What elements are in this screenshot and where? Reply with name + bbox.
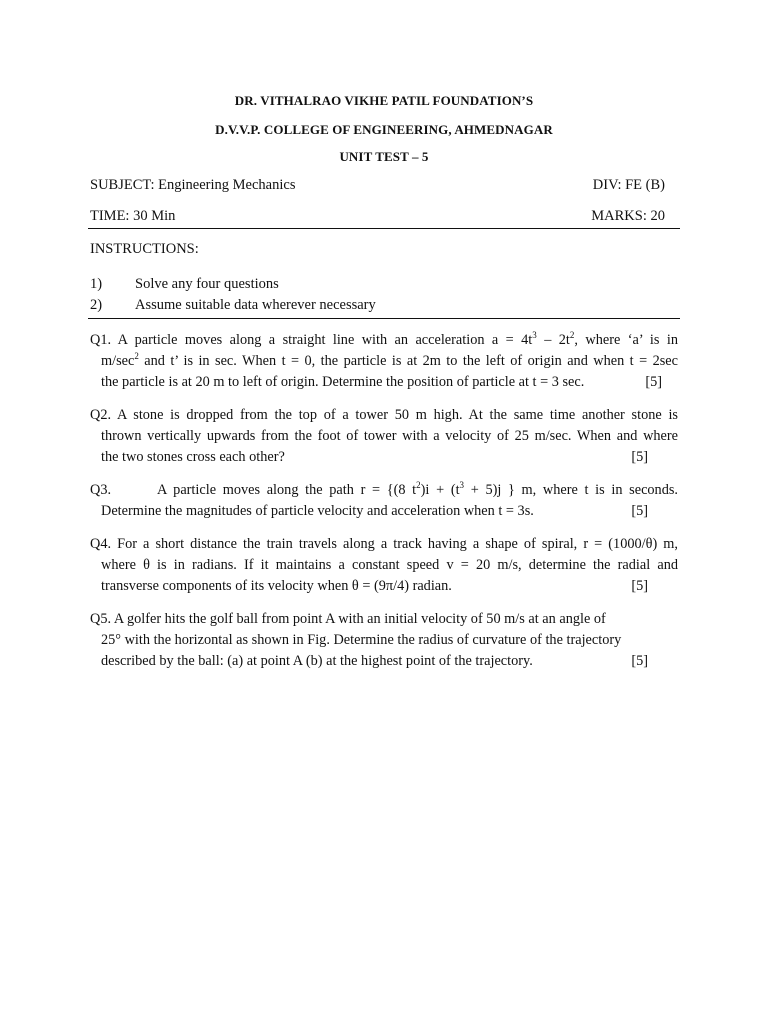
question-3 [90, 480, 678, 522]
instruction-item [90, 276, 279, 293]
question-1 [90, 330, 678, 393]
question-4-line-1: Q4. For a short distance the train travels along a track having a shape of spiral, r = (1000/θ) m, [90, 536, 678, 552]
instructions-title: INSTRUCTIONS: [90, 241, 199, 257]
question-2-line-1: Q2. A stone is dropped from the top of a tower 50 m high. At the same time another stone is [90, 407, 678, 423]
question-2-marks: [5] [631, 449, 648, 465]
subject-label: SUBJECT: Engineering Mechanics [90, 177, 296, 193]
question-2 [90, 405, 678, 468]
time-row [90, 208, 680, 225]
question-1-line-2: $m/\sec^2$ and t’ is in sec. When t = 0, the particle is at 2m to the left of origin and when t = 2sec [101, 351, 678, 369]
question-5-line-2: 25° with the horizontal as shown in Fig. Determine the radius of curvature of the trajectory [101, 632, 622, 648]
instruction-text: Assume suitable data wherever necessary [135, 297, 376, 313]
question-3-line-1: Q3. A particle moves along the path r = {(8 $t^2)i + (t^3 + 5)j$ } m, where t is in seconds. [90, 480, 678, 498]
instruction-text: Solve any four questions [135, 276, 279, 292]
question-4-line-2: where θ is in radians. If it maintains a constant speed v = 20 m/s, determine the radial and [101, 557, 678, 573]
question-4-line-3: transverse components of its velocity when θ = (9π/4) radian. [5] [90, 576, 678, 597]
question-5-line-3: described by the ball: (a) at point A (b) at the highest point of the trajectory. [5] [90, 651, 678, 672]
division-label: DIV: FE (B) [592, 177, 665, 193]
test-title: UNIT TEST – 5 [339, 149, 429, 164]
subject-row [90, 177, 680, 194]
divider-top [88, 228, 680, 229]
college-name: D.V.V.P. COLLEGE OF ENGINEERING, AHMEDNAGAR [215, 122, 553, 137]
question-1-marks: [5] [645, 374, 662, 390]
question-5-marks: [5] [631, 653, 648, 669]
foundation-name: DR. VITHALRAO VIKHE PATIL FOUNDATION’S [234, 93, 534, 108]
question-5 [90, 609, 678, 672]
question-2-line-2: thrown vertically upwards from the foot of tower with a velocity of 25 m/sec. When and where [101, 428, 678, 444]
question-1-line-3: the particle is at 20 m to left of origin. Determine the position of particle at t = 3 sec. [5] [90, 372, 678, 393]
divider-bottom [88, 318, 680, 319]
question-3-line-2: Determine the magnitudes of particle velocity and acceleration when t = 3s. [5] [90, 501, 678, 522]
question-4-marks: [5] [631, 578, 648, 594]
question-1-line-1: Q1. A particle moves along a straight line with an acceleration $a = 4t^3 - 2t^2$, where ‘a’ is in [90, 330, 679, 348]
time-label: TIME: 30 Min [90, 208, 176, 224]
marks-label: MARKS: 20 [591, 208, 665, 224]
question-4 [90, 534, 678, 597]
question-5-line-1: Q5. A golfer hits the golf ball from point A with an initial velocity of 50 m/s at an angle of [90, 611, 606, 627]
instruction-item [90, 297, 376, 314]
question-3-marks: [5] [631, 503, 648, 519]
question-2-line-3: the two stones cross each other? [5] [90, 447, 678, 468]
instruction-number: 1) [90, 276, 103, 292]
instruction-number: 2) [90, 297, 103, 313]
